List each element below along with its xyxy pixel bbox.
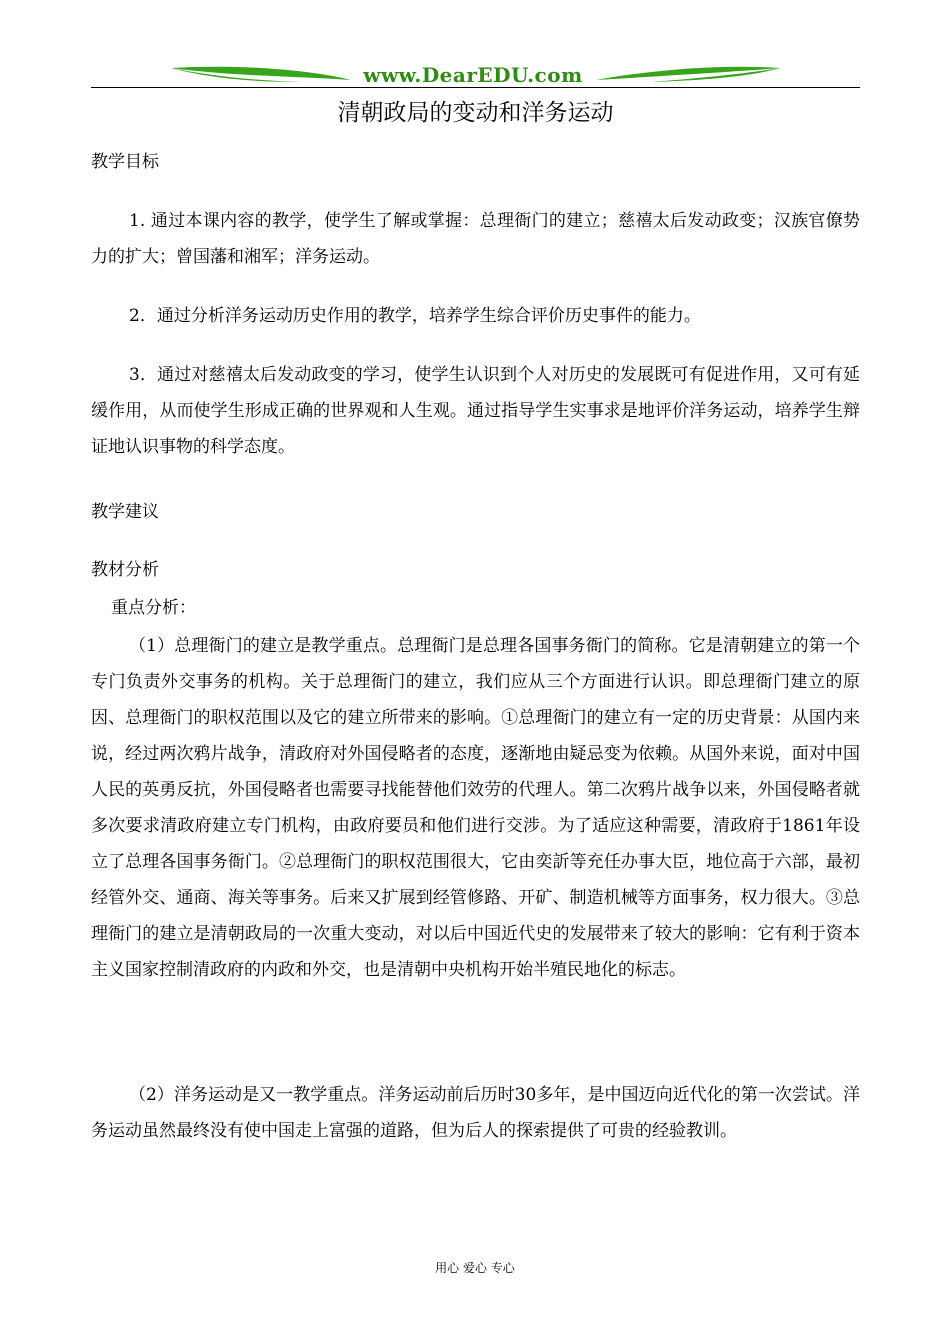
- analysis-heading: 教材分析: [91, 560, 159, 580]
- page-footer: 用心 爱心 专心: [435, 1261, 515, 1275]
- page-title: 清朝政局的变动和洋务运动: [337, 100, 614, 126]
- suggestions-heading: 教学建议: [91, 502, 159, 522]
- objectives-heading: 教学目标: [91, 152, 159, 172]
- key-points-heading: 重点分析：: [111, 598, 196, 618]
- header-divider: [91, 87, 860, 88]
- key-point-paragraph-1: （1）总理衙门的建立是教学重点。总理衙门是总理各国事务衙门的简称。它是清朝建立的第一个专门负责外交事务的机构。关于总理衙门的建立，我们应从三个方面进行认识。即总理衙门建立的原因、总理衙门的职权范围以及它的建立所带来的影响。①总理衙门的建立有一定的历史背景：从国内来说，经过两次鸦片战争，清政府对外国侵略者的态度，逐渐地由疑忌变为依赖。从国外来说，面对中国人民的英勇反抗，外国侵略者也需要寻找能替他们效劳的代理人。第二次鸦片战争以来，外国侵略者就多次要求清政府建立专门机构，由政府要员和他们进行交涉。为了适应这种需要，清政府于1861年设立了总理各国事务衙门。②总理衙门的职权范围很大，它由奕訢等充任办事大臣，地位高于六部，最初经管外交、通商、海关等事务。后来又扩展到经管修路、开矿、制造机械等方面事务，权力很大。③总理衙门的建立是清朝政局的一次重大变动，对以后中国近代史的发展带来了较大的影响：它有利于资本主义国家控制清政府的内政和外交，也是清朝中央机构开始半殖民地化的标志。: [91, 636, 860, 980]
- brand-logo-text: www.DearEDU.com: [363, 63, 583, 87]
- objective-paragraph-2: 2．通过分析洋务运动历史作用的教学，培养学生综合评价历史事件的能力。: [129, 306, 701, 326]
- objective-paragraph-3: 3．通过对慈禧太后发动政变的学习，使学生认识到个人对历史的发展既可有促进作用，又可有延缓作用，从而使学生形成正确的世界观和人生观。通过指导学生实事求是地评价洋务运动，培养学生辩证地认识事物的科学态度。: [91, 365, 860, 457]
- objective-paragraph-1: 1. 通过本课内容的教学，使学生了解或掌握：总理衙门的建立；慈禧太后发动政变；汉族官僚势力的扩大；曾国藩和湘军；洋务运动。: [91, 211, 860, 267]
- key-point-paragraph-2: （2）洋务运动是又一教学重点。洋务运动前后历时30多年，是中国迈向近代化的第一次尝试。洋务运动虽然最终没有使中国走上富强的道路，但为后人的探索提供了可贵的经验教训。: [91, 1085, 860, 1141]
